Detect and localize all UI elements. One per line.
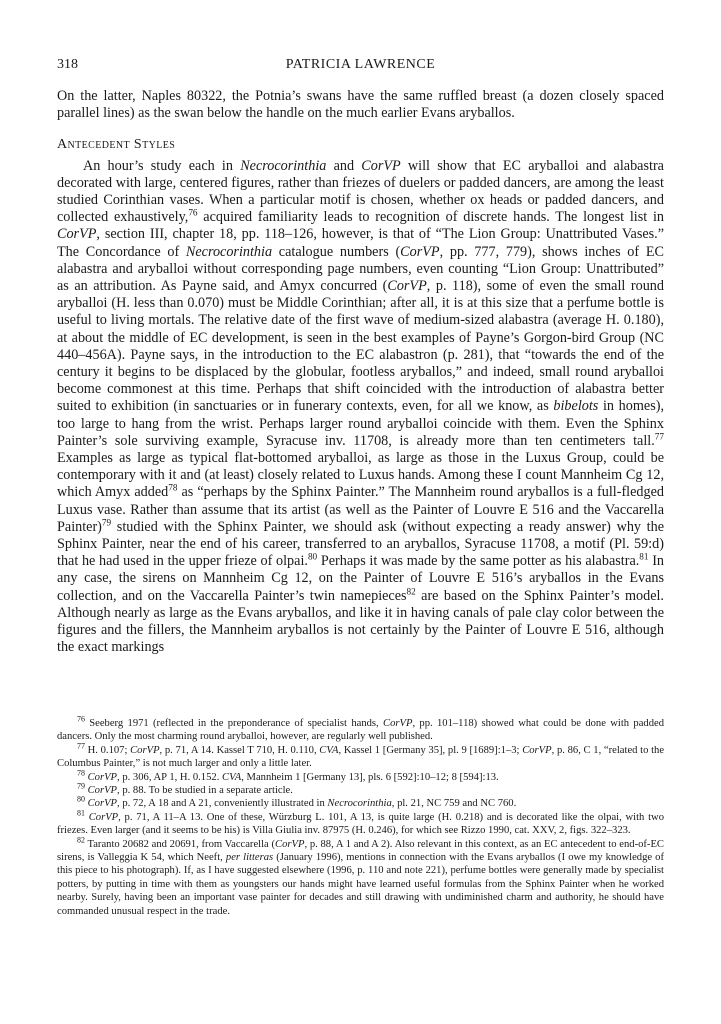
text-run: , pp. 777, 779), shows inches of EC alabastra and aryballoi without corresponding page numbers, even counting “Lion Group: Unattributed” as an attribution. As Payne said, and Amyx concurred ( <box>57 243 664 295</box>
footnote-number: 82 <box>77 835 85 845</box>
text-run: An hour’s study each in <box>83 157 241 174</box>
text-run: , p. 72, A 18 and A 21, conveniently illustrated in <box>117 798 328 810</box>
italic-title: CorVP <box>275 838 305 850</box>
footnote-ref-77: 77 <box>654 431 664 442</box>
footnotes <box>57 714 665 918</box>
text-run: , section III, chapter 18, pp. 118–126, however, is that of “The Lion Group: Unattributed Vases.” The Concordance of <box>57 226 664 260</box>
italic-phrase: per litteras <box>225 852 274 864</box>
italic-title: CorVP <box>88 811 119 823</box>
text-run: , p. 71, A 11–A 13. One of these, Würzburg L. 101, A 13, is quite large (H. 0.218) and is decorated like the olpai, with two friezes. Even larger (and it seems to be his) is Villa Giulia inv. 87975 (H. 0.246), for which see Rizzo 1990, cat. XXV, 2, figs. 322–323. <box>57 811 664 837</box>
text-run: , p. 88, A 1 and A 2). Also relevant in this context, as an EC antecedent to end-of-EC sirens, is Valleggia K 54, which Neeft, <box>57 838 664 864</box>
footnote-ref-78: 78 <box>168 482 178 493</box>
italic-title: CorVP <box>361 157 401 174</box>
text-run: , pl. 21, NC 759 and NC 760. <box>391 798 517 810</box>
italic-title: CorVP <box>387 278 427 295</box>
text-run: acquired familiarity leads to recognition of discrete hands. The longest list in <box>197 209 664 226</box>
footnote-ref-82: 82 <box>406 585 416 596</box>
italic-title: Necrocorinthia <box>185 243 273 260</box>
text-run: , p. 88. To be studied in a separate article. <box>117 785 293 797</box>
text-run: studied with the Sphinx Painter, we should ask (without expecting a ready answer) why the Sphinx Painter, near the end of his career, transferred to an aryballos, Syracuse 11708, a motif (Pl. 59:d) that he had used in the upper frieze of olpai. <box>57 518 664 570</box>
text-run: Seeberg 1971 (reflected in the preponderance of specialist hands, <box>89 718 384 729</box>
text-run: , p. 118), some of even the small round aryballoi (H. less than 0.070) must be Middle Corinthian; after all, it is at this size that a perfume bottle is useful to living mortals. The relative date of the first wave of medium-sized alabastra (average H. 0.180), at about the middle of EC development, is seen in the best examples of Payne’s Gorgon-bird Group (NC 440–456A). Payne says, in the introduction to the EC alabastron (p. 281), that “towards the end of the century it begins to be displaced by the globular, footless aryballos,” and indeed, small round aryballoi become commonest at this time. Perhaps that shift coincided with the introduction of alabastra better suited to exhibition (in sanctuaries or in funerary contexts, even, for all we know, as <box>57 278 664 415</box>
text-run: Taranto 20682 and 20691, from Vaccarella ( <box>87 838 276 850</box>
body-text <box>57 88 664 657</box>
footnote-ref-79: 79 <box>101 517 112 528</box>
footnote-number: 78 <box>77 768 85 778</box>
text-run: , Mannheim 1 [Germany 13], pls. 6 [592]:10–12; 8 [594]:13. <box>241 771 499 783</box>
text-run: H. 0.107; <box>87 744 131 756</box>
text-run: and <box>326 157 362 174</box>
italic-title: CorVP <box>87 771 118 783</box>
opening-paragraph: On the latter, Naples 80322, the Potnia’s swans have the same ruffled breast (a dozen closely spaced parallel lines) as the swan below the handle on the much earlier Evans aryballos. <box>57 88 664 122</box>
footnote-number: 79 <box>77 781 85 791</box>
italic-title: CVA <box>319 744 339 756</box>
footnote-number: 77 <box>77 741 85 751</box>
italic-title: CorVP <box>87 785 118 797</box>
footnote-number: 76 <box>77 714 85 724</box>
running-head <box>57 56 664 74</box>
main-paragraph <box>57 158 664 657</box>
footnote-ref-81: 81 <box>639 551 649 562</box>
italic-title: CorVP <box>87 798 118 810</box>
text-run: In any case, the sirens on Mannheim Cg 12, on the Painter of Louvre E 516’s aryballos in the Evans collection, and on the Vaccarella Painter’s twin namepieces <box>57 553 665 604</box>
footnote-number: 81 <box>77 808 85 818</box>
text-run: in homes), too large to hang from the wrist. Perhaps larger round aryballoi coincide with them. Even the Sphinx Painter’s sole surviving example, Syracuse inv. 11708, is already more than ten centimeters tall. <box>57 398 664 449</box>
footnote-77 <box>57 741 665 771</box>
text-run: , p. 86, C 1, “related to the Columbus Painter,” is not much larger and only a little later. <box>57 744 665 770</box>
italic-title: CorVP <box>522 744 552 756</box>
text-run: , pp. 101–118) showed what could be done with padded dancers. Only the most charming round aryballoi, however, are regularly well published. <box>57 718 664 743</box>
text-run: as “perhaps by the Sphinx Painter.” The Mannheim round aryballos is a full-fledged Luxus vase. Rather than assume that its artist (as well as the Painter of Louvre E 516 and the Vaccarella Painter) <box>57 484 664 535</box>
text-run: Examples as large as typical flat-bottomed aryballoi, as large as those in the Luxus Group, could be contemporary with it and (at least) closely related to Luxus hands. Among these I count Mannheim Cg 12, which Amyx added <box>57 450 664 501</box>
footnote-79 <box>57 781 664 797</box>
text-run: catalogue numbers ( <box>272 243 401 260</box>
text-run: , Kassel 1 [Germany 35], pl. 9 [1689]:1–3; <box>338 744 523 756</box>
italic-title: Necrocorinthia <box>240 157 327 174</box>
italic-title: CorVP <box>400 243 440 260</box>
italic-title: Necrocorinthia <box>327 798 392 810</box>
footnote-76 <box>57 714 664 744</box>
running-title: PATRICIA LAWRENCE <box>285 57 436 72</box>
footnote-78 <box>57 768 664 784</box>
footnote-80 <box>57 794 664 810</box>
footnote-81 <box>57 808 664 838</box>
text-run: Perhaps it was made by the same potter as his alabastra. <box>317 553 640 570</box>
text-run: (January 1996), mentions in connection with the Evans aryballos (I owe my knowledge of this piece to his photograph). If, as I have suggested elsewhere (1996, p. 110 and note 221), perfume bottles were generally made by specialist potters, by putting in time with them as youngsters our hands might have learned useful formulas from the Sphinx Painter when he worked nearby. Surely, having been an important vase painter for decades and still drawing with undiminished charm and authority, he should have commanded unusual respect in the trade. <box>57 852 664 917</box>
footnote-ref-80: 80 <box>307 551 318 562</box>
italic-title: CorVP <box>130 744 160 756</box>
footnote-ref-76: 76 <box>188 207 198 218</box>
text-run: are based on the Sphinx Painter’s model. Although nearly as large as the Evans aryballos, and like it in having canals of pale clay color between the figures and the fillers, the Mannheim aryballos is not certainly by the Painter of Louvre E 516, although the exact markings <box>57 587 664 656</box>
footnote-82 <box>57 835 664 918</box>
text-run: , p. 71, A 14. Kassel T 710, H. 0.110, <box>159 744 320 756</box>
italic-title: CVA <box>222 771 242 783</box>
text-run: , p. 306, AP 1, H. 0.152. <box>117 771 222 783</box>
italic-title: CorVP <box>57 226 97 243</box>
italic-title: CorVP <box>383 718 413 729</box>
italic-word: bibelots <box>553 398 599 415</box>
section-heading: Antecedent Styles <box>57 137 176 153</box>
footnote-number: 80 <box>77 794 85 804</box>
text-run: will show that EC aryballoi and alabastra decorated with large, centered figures, rather than friezes of duelers or padded dancers, are among the least studied Corinthian vases. When a particular motif is chosen, whether ox heads or padded dancers, and collected exhaustively, <box>57 157 664 226</box>
page-number: 318 <box>57 57 78 72</box>
